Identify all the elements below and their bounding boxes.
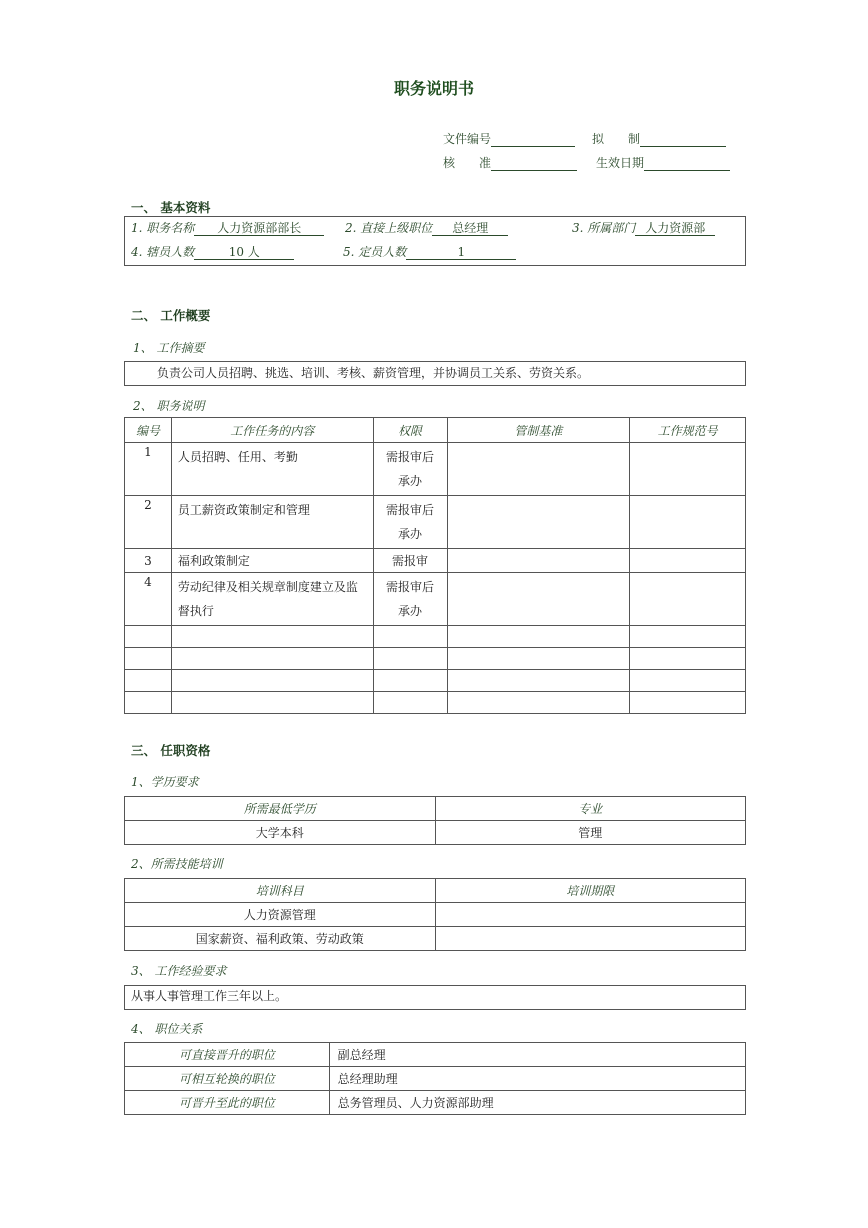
table-row <box>125 549 746 573</box>
department-field <box>572 219 715 236</box>
row-spec <box>630 573 746 626</box>
superior-value: 总经理 <box>432 221 508 236</box>
row-spec <box>630 549 746 573</box>
position-name-label: 1. 职务名称 <box>131 221 195 235</box>
row-no: 2 <box>125 496 172 549</box>
summary-text: 负责公司人员招聘、挑选、培训、考核、薪资管理，并协调员工关系、劳资关系。 <box>157 366 590 380</box>
training-subject: 国家薪资、福利政策、劳动政策 <box>125 927 436 951</box>
row-task: 人员招聘、任用、考勤 <box>171 443 373 496</box>
position-name-value: 人力资源部部长 <box>194 221 324 236</box>
effective-date-label: 生效日期 <box>596 156 645 170</box>
row-control <box>447 443 630 496</box>
approve-label: 核 准 <box>443 156 492 170</box>
major-header: 专业 <box>435 797 746 821</box>
table-row <box>125 1067 746 1091</box>
approve-field <box>443 154 577 171</box>
relation-value: 副总经理 <box>329 1043 745 1067</box>
experience-text: 从事人事管理工作三年以上。 <box>131 989 288 1003</box>
relation-key: 可相互轮换的职位 <box>125 1067 330 1091</box>
training-subject: 人力资源管理 <box>125 903 436 927</box>
row-no: 1 <box>125 443 172 496</box>
major-value: 管理 <box>435 821 746 845</box>
training-subject-header: 培训科目 <box>125 879 436 903</box>
row-task: 劳动纪律及相关规章制度建立及监督执行 <box>171 573 373 626</box>
row-spec <box>630 496 746 549</box>
skill-training-label: 2、所需技能培训 <box>131 857 223 871</box>
table-row <box>125 1043 746 1067</box>
empty-row <box>125 648 746 670</box>
header-control: 管制基准 <box>447 418 630 443</box>
empty-row <box>125 626 746 648</box>
duties-table <box>124 417 746 714</box>
row-control <box>447 496 630 549</box>
row-no: 3 <box>125 549 172 573</box>
relation-key: 可直接晋升的职位 <box>125 1043 330 1067</box>
education-header: 所需最低学历 <box>125 797 436 821</box>
row-control <box>447 549 630 573</box>
experience-box <box>124 985 746 1010</box>
experience-label: 3、 工作经验要求 <box>131 964 227 978</box>
relation-value: 总经理助理 <box>329 1067 745 1091</box>
row-spec <box>630 443 746 496</box>
subordinates-label: 4. 辖员人数 <box>131 245 195 259</box>
table-row <box>125 496 746 549</box>
empty-row <box>125 692 746 714</box>
education-value: 大学本科 <box>125 821 436 845</box>
training-period <box>435 927 746 951</box>
file-number-label: 文件编号 <box>443 132 492 146</box>
document-title: 职务说明书 <box>393 79 474 98</box>
relation-value: 总务管理员、人力资源部助理 <box>329 1091 745 1115</box>
subordinates-value: 10 人 <box>194 245 294 260</box>
effective-date-blank <box>644 156 730 171</box>
file-number-blank <box>491 132 575 147</box>
department-label: 3. 所属部门 <box>572 221 636 235</box>
summary-box <box>124 361 746 386</box>
approve-blank <box>491 156 577 171</box>
file-number-field <box>443 130 575 147</box>
row-auth: 需报审后承办 <box>373 443 447 496</box>
training-period <box>435 903 746 927</box>
section-qualification-heading: 三、 任职资格 <box>131 743 211 758</box>
position-relations-label: 4、 职位关系 <box>131 1022 203 1036</box>
education-table <box>124 796 746 845</box>
superior-label: 2. 直接上级职位 <box>345 221 433 235</box>
relation-key: 可晋升至此的职位 <box>125 1091 330 1115</box>
row-no: 4 <box>125 573 172 626</box>
header-no: 编号 <box>125 418 172 443</box>
row-task: 员工薪资政策制定和管理 <box>171 496 373 549</box>
header-task: 工作任务的内容 <box>171 418 373 443</box>
row-task: 福利政策制定 <box>171 549 373 573</box>
duties-header-row <box>125 418 746 443</box>
table-row <box>125 573 746 626</box>
position-name-field <box>131 219 324 236</box>
duties-label: 2、 职务说明 <box>133 399 205 413</box>
section-overview-heading: 二、 工作概要 <box>131 308 211 323</box>
effective-date-field <box>596 154 730 171</box>
position-relations-table <box>124 1042 746 1115</box>
table-row <box>125 1091 746 1115</box>
headcount-field <box>343 243 516 260</box>
headcount-label: 5. 定员人数 <box>343 245 407 259</box>
header-spec: 工作规范号 <box>630 418 746 443</box>
skill-training-table <box>124 878 746 951</box>
draft-label: 拟 制 <box>592 132 641 146</box>
header-auth: 权限 <box>373 418 447 443</box>
training-period-header: 培训期限 <box>435 879 746 903</box>
table-row <box>125 443 746 496</box>
draft-blank <box>640 132 726 147</box>
headcount-value: 1 <box>406 245 516 260</box>
summary-label: 1、 工作摘要 <box>133 341 205 355</box>
department-value: 人力资源部 <box>635 221 715 236</box>
row-auth: 需报审后承办 <box>373 496 447 549</box>
subordinates-field <box>131 243 294 260</box>
draft-field <box>592 130 726 147</box>
superior-field <box>345 219 508 236</box>
row-auth: 需报审 <box>373 549 447 573</box>
row-auth: 需报审后承办 <box>373 573 447 626</box>
education-label: 1、学历要求 <box>131 775 199 789</box>
row-control <box>447 573 630 626</box>
empty-row <box>125 670 746 692</box>
section-basic-heading: 一、 基本资料 <box>131 200 211 215</box>
